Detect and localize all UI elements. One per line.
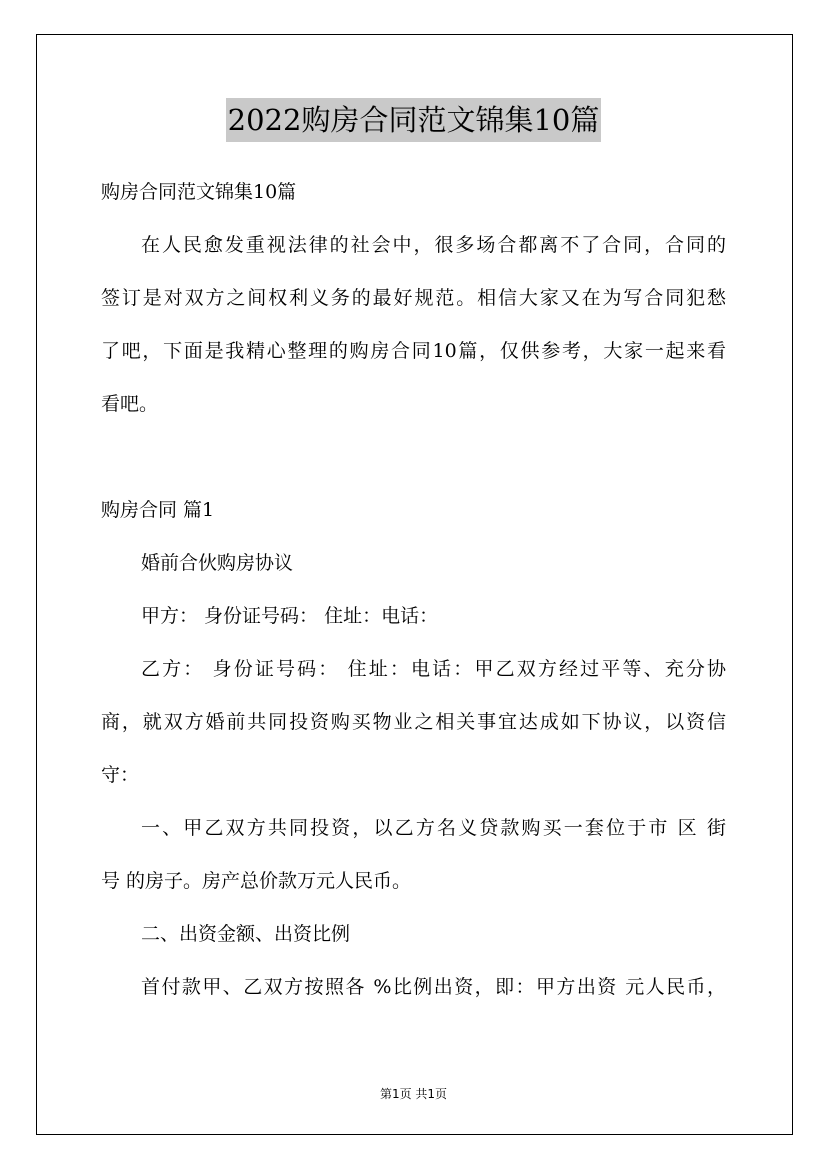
party-b-line-3: 守：: [101, 764, 140, 786]
intro-line-3: 了吧，下面是我精心整理的购房合同10篇，仅供参考，大家一起来看: [101, 340, 726, 362]
clause-1-line-2: 号 的房子。房产总价款万元人民币。: [101, 870, 412, 892]
document-body: [101, 166, 726, 1014]
section-heading: 购房合同 篇1: [101, 499, 215, 521]
intro-line-4: 看吧。: [101, 393, 159, 415]
clause-2-heading: 二、出资金额、出资比例: [141, 923, 351, 945]
document-subtitle: 购房合同范文锦集10篇: [101, 181, 297, 203]
party-b-line-1: 乙方： 身份证号码： 住址：电话：甲乙双方经过平等、充分协: [141, 658, 726, 680]
party-b-line-2: 商，就双方婚前共同投资购买物业之相关事宜达成如下协议，以资信: [101, 711, 726, 733]
agreement-title: 婚前合伙购房协议: [141, 552, 294, 574]
document-title: 2022购房合同范文锦集10篇: [226, 98, 602, 142]
title-wrap: [0, 98, 827, 142]
party-a-line: 甲方： 身份证号码： 住址：电话：: [141, 605, 439, 627]
intro-line-1: 在人民愈发重视法律的社会中，很多场合都离不了合同，合同的: [141, 234, 726, 256]
page-footer: 第1页 共1页: [379, 1087, 448, 1101]
intro-line-2: 签订是对双方之间权利义务的最好规范。相信大家又在为写合同犯愁: [101, 287, 726, 309]
clause-1-line-1: 一、甲乙双方共同投资，以乙方名义贷款购买一套位于市 区 街: [141, 817, 726, 839]
section-spacer: [101, 431, 726, 484]
clause-2-line-1: 首付款甲、乙双方按照各 %比例出资，即：甲方出资 元人民币，: [141, 976, 726, 998]
